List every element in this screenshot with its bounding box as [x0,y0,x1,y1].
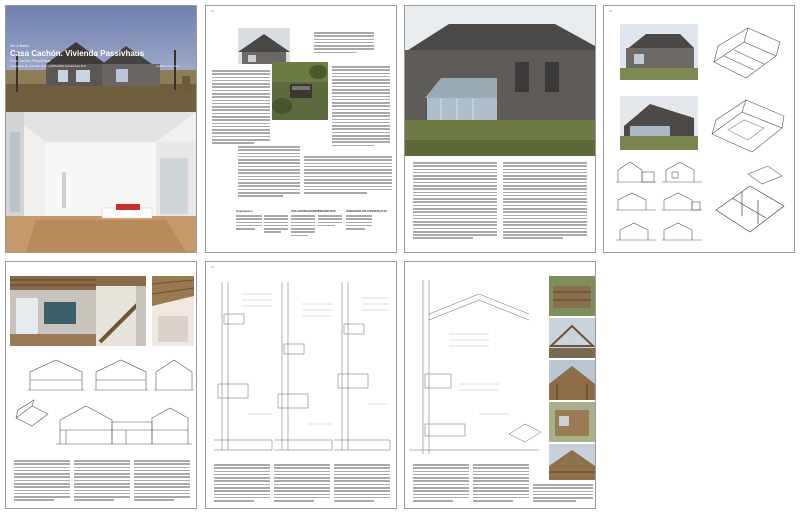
article-subtitle: Cruz Cachón Passivhaus [10,59,51,63]
axonometric-drawing [704,92,790,160]
credits-block [236,215,262,239]
body-column [533,484,593,506]
credits-heading-passivhaus: ASESORÍA DE PASSIVHAUS [346,209,387,213]
magazine-page-1 [5,5,197,253]
construction-photo [549,318,595,358]
caption-block [304,156,392,202]
body-column [274,464,330,506]
house-rear-photo [620,96,698,150]
axonometric-drawing [12,398,52,432]
house-side-photo [620,24,698,80]
article-meta: Fotografías de Luis Díaz Díaz y ARMANDO Arquitectura SLP [10,64,86,68]
credits-block [346,215,372,239]
construction-photo [549,276,595,316]
body-column [413,162,497,248]
magazine-page-4 [603,5,795,253]
credits-heading-promoter: PROMOTOR [318,209,336,213]
credits-heading-collaborators: COLABORADORES [291,209,320,213]
credits-heading-architects: Arquitectos [236,209,253,213]
axonometric-drawing [704,22,790,88]
body-column [74,460,130,506]
caption-block [238,146,300,206]
article-title: Casa Cachón. Vivienda Passivhaus [10,49,145,58]
construction-photo [549,402,595,442]
construction-detail-drawing [409,274,549,460]
intro-paragraph [314,32,374,60]
stair-photo [96,276,146,346]
house-roof-photo [238,28,290,64]
construction-detail-drawing [212,274,392,460]
elevation-drawing [662,158,702,186]
body-column [14,460,70,506]
body-column [214,464,270,506]
credits-block [291,215,315,245]
body-column [332,66,390,156]
magazine-page-6 [205,261,397,509]
interior-living-photo [10,276,96,346]
body-column [503,162,587,248]
house-facade-photo [405,6,595,156]
magazine-page-3 [404,5,596,253]
section-drawing [94,358,148,394]
elevation-drawing [616,190,656,214]
attic-photo [152,276,194,346]
credits-block [264,215,288,239]
page-number: 12 [211,10,214,13]
page-number: 14 [609,10,612,13]
floor-plan-drawing [708,166,792,246]
magazine-page-2 [205,5,397,253]
page-number: 16 [211,266,214,269]
aerial-photo [272,62,328,120]
elevation-drawing [616,220,656,244]
construction-photo [549,444,595,480]
section-tag: Tec. A Tecnia [10,44,29,48]
elevation-drawing [662,190,702,214]
body-column [473,464,529,506]
section-drawing [154,358,194,394]
interior-photo [6,112,196,252]
section-drawing [28,358,84,394]
elevation-drawing [616,158,656,186]
body-column [413,464,469,506]
credits-block [318,215,342,239]
body-column [334,464,390,506]
magazine-page-7 [404,261,596,509]
body-column [212,70,270,150]
magazine-page-5 [5,261,197,509]
article-author: Ladislao cano-Hoz [156,64,180,68]
body-column [134,460,190,506]
elevation-drawing [662,220,702,244]
long-section-drawing [56,400,192,448]
construction-photo [549,360,595,400]
